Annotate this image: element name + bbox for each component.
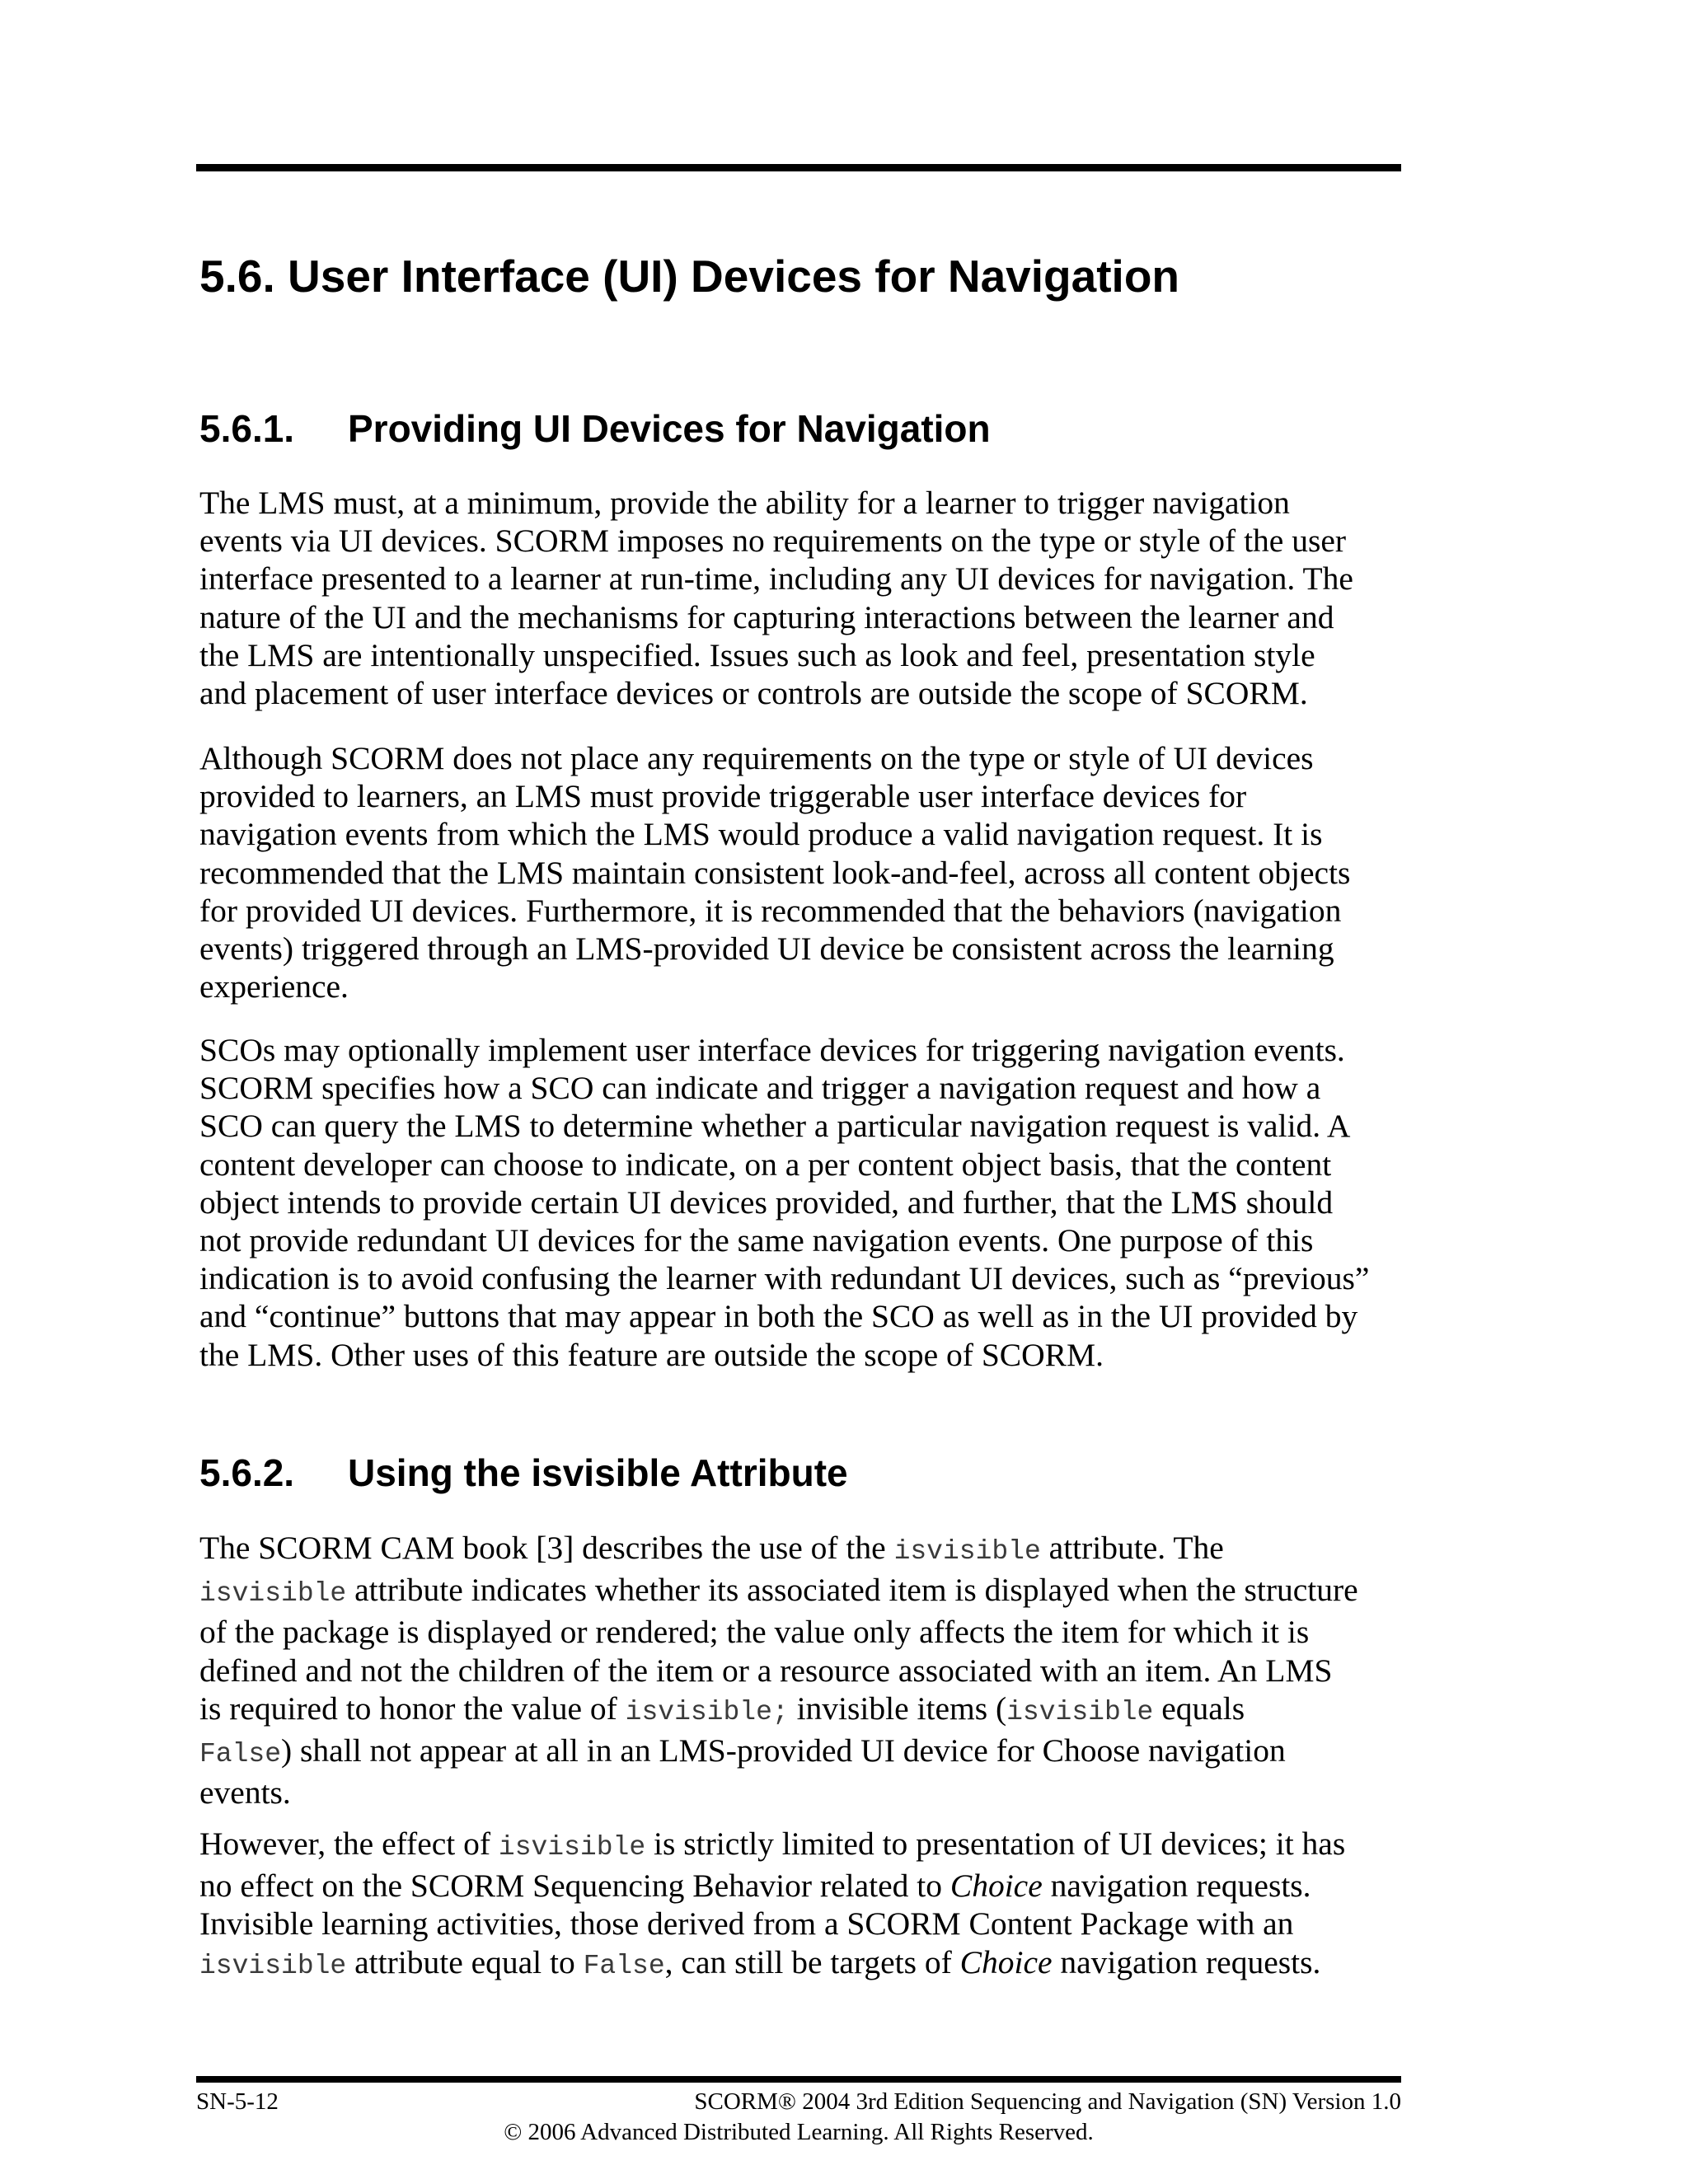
subsection-heading-5-6-2 — [199, 1448, 848, 1497]
text-run: , can still be targets of — [664, 1943, 960, 1980]
paragraph-line: and “continue” buttons that may appear in both the SCO as well as in the UI provided by — [199, 1298, 1358, 1335]
code-isvisible: isvisible — [199, 1950, 347, 1981]
footer-page-number: SN-5-12 — [196, 2088, 279, 2115]
subsection-number: 5.6.2. — [199, 1451, 295, 1494]
emphasis-choice: Choice — [950, 1868, 1043, 1905]
text-run: navigation requests. — [1042, 1868, 1311, 1905]
paragraph-line: content developer can choose to indicate, on a per content object basis, that the content — [199, 1146, 1332, 1183]
paragraph-line: indication is to avoid confusing the learner with redundant UI devices, such as “previous” — [199, 1260, 1370, 1297]
code-false: False — [583, 1950, 665, 1981]
text-run: The SCORM CAM book [3] describes the use of the — [199, 1530, 894, 1566]
paragraph-line: the LMS. Other uses of this feature are outside the scope of SCORM. — [199, 1336, 1104, 1373]
text-run: attribute. The — [1040, 1530, 1224, 1566]
paragraph-line — [199, 1867, 1404, 1905]
paragraph-4 — [199, 1529, 1404, 1811]
text-run: navigation requests. — [1052, 1943, 1321, 1980]
paragraph-3 — [199, 1031, 1404, 1374]
paragraph-line: navigation events from which the LMS would produce a valid navigation request. It is — [199, 816, 1323, 853]
footer-copyright: © 2006 Advanced Distributed Learning. All Rights Reserved. — [504, 2119, 1094, 2145]
code-isvisible: isvisible; — [625, 1696, 789, 1727]
paragraph-line: object intends to provide certain UI devices provided, and further, that the LMS should — [199, 1183, 1334, 1221]
text-run: attribute equal to — [346, 1943, 584, 1980]
code-isvisible: isvisible — [498, 1832, 646, 1863]
text-run: is required to honor the value of — [199, 1690, 626, 1727]
paragraph-line — [199, 1571, 1404, 1613]
code-isvisible: isvisible — [1006, 1696, 1154, 1727]
header-rule — [196, 164, 1401, 171]
paragraph-line — [199, 1732, 1404, 1774]
subsection-title: Providing UI Devices for Navigation — [348, 407, 991, 450]
subsection-heading-5-6-1 — [199, 404, 991, 453]
paragraph-line — [199, 1529, 1404, 1571]
text-run: ) shall not appear at all in an LMS-provided UI device for Choose navigation — [281, 1732, 1286, 1769]
footer-document-title: SCORM® 2004 3rd Edition Sequencing and Navigation (SN) Version 1.0 — [694, 2088, 1401, 2115]
paragraph-line: SCO can query the LMS to determine whether a particular navigation request is valid. A — [199, 1108, 1351, 1145]
paragraph-line: Invisible learning activities, those derived from a SCORM Content Package with an — [199, 1905, 1294, 1943]
code-isvisible: isvisible — [893, 1536, 1041, 1567]
footer-rule — [196, 2076, 1401, 2083]
paragraph-line: nature of the UI and the mechanisms for capturing interactions between the learner and — [199, 598, 1334, 635]
paragraph-line: not provide redundant UI devices for the same navigation events. One purpose of this — [199, 1222, 1314, 1259]
paragraph-5 — [199, 1825, 1404, 1985]
text-run: However, the effect of — [199, 1825, 499, 1862]
paragraph-2 — [199, 739, 1404, 1005]
paragraph-line: events) triggered through an LMS-provided UI device be consistent across the learning — [199, 930, 1334, 968]
paragraph-line: recommended that the LMS maintain consistent look-and-feel, across all content objects — [199, 854, 1351, 891]
paragraph-line: for provided UI devices. Furthermore, it is recommended that the behaviors (navigation — [199, 892, 1342, 929]
paragraph-line: Although SCORM does not place any requirements on the type or style of UI devices — [199, 740, 1314, 776]
paragraph-line — [199, 1825, 1404, 1867]
paragraph-line — [199, 1690, 1404, 1732]
text-run: no effect on the SCORM Sequencing Behavior related to — [199, 1868, 950, 1905]
paragraph-line: provided to learners, an LMS must provide triggerable user interface devices for — [199, 778, 1247, 815]
code-isvisible: isvisible — [199, 1578, 347, 1610]
subsection-title: Using the isvisible Attribute — [348, 1451, 848, 1494]
paragraph-line — [199, 1943, 1404, 1985]
paragraph-line: interface presented to a learner at run-time, including any UI devices for navigation. The — [199, 560, 1353, 598]
subsection-number: 5.6.1. — [199, 407, 295, 450]
paragraph-line: experience. — [199, 968, 349, 1005]
paragraph-line: defined and not the children of the item or a resource associated with an item. An LMS — [199, 1652, 1333, 1689]
paragraph-line: events. — [199, 1774, 291, 1811]
paragraph-line: SCORM specifies how a SCO can indicate and trigger a navigation request and how a — [199, 1070, 1321, 1107]
text-run: equals — [1153, 1690, 1245, 1727]
paragraph-line: and placement of user interface devices or controls are outside the scope of SCORM. — [199, 675, 1308, 712]
paragraph-line: SCOs may optionally implement user interface devices for triggering navigation events. — [199, 1032, 1345, 1068]
section-heading: 5.6. User Interface (UI) Devices for Navigation — [199, 251, 1180, 302]
paragraph-line: events via UI devices. SCORM imposes no requirements on the type or style of the user — [199, 523, 1347, 560]
text-run: invisible items ( — [788, 1690, 1007, 1727]
paragraph-1 — [199, 484, 1404, 712]
paragraph-line: of the package is displayed or rendered; the value only affects the item for which it is — [199, 1614, 1310, 1651]
paragraph-line: The LMS must, at a minimum, provide the ability for a learner to trigger navigation — [199, 485, 1290, 521]
paragraph-line: the LMS are intentionally unspecified. Issues such as look and feel, presentation style — [199, 636, 1315, 673]
text-run: is strictly limited to presentation of UI devices; it has — [645, 1825, 1346, 1862]
text-run: attribute indicates whether its associated item is displayed when the structure — [346, 1572, 1358, 1609]
emphasis-choice: Choice — [959, 1943, 1053, 1980]
code-false: False — [199, 1739, 282, 1770]
